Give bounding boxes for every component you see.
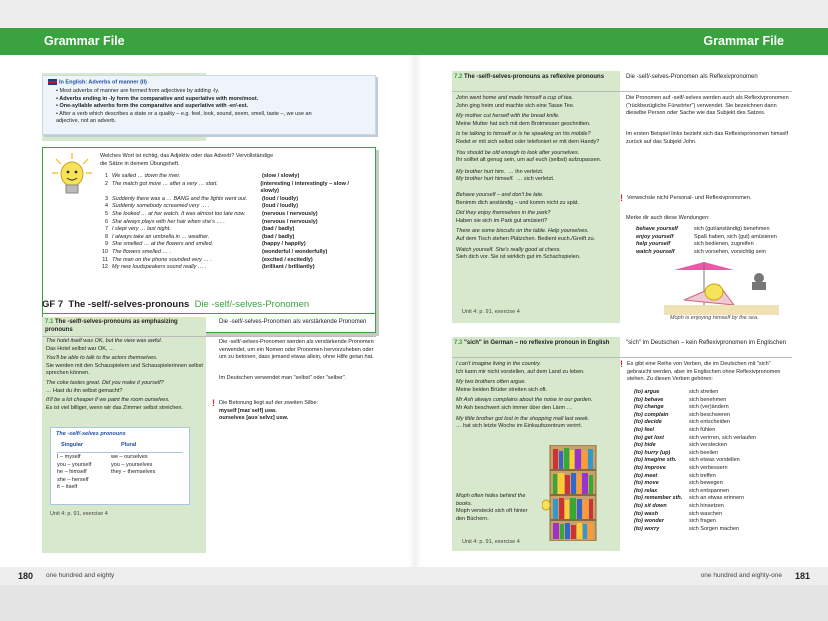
s73-ex1-en: I can't imagine living in the country. xyxy=(456,361,542,367)
s72-verbs-intro: Merke dir auch diese Wendungen: xyxy=(626,215,710,221)
s71-expl: Die -self/-selves-Pronomen werden als verstärkende Pronomen verwendet, um ein Nomen oder Pronomen hervorzuheben oder um zu betonen, dass jemand etwas allein, ohne Hilfe getan hat. xyxy=(219,339,374,361)
verb-de: sich (ver)ändern xyxy=(689,404,729,411)
verb-de: sich verirren, sich verlaufen xyxy=(689,434,756,441)
verb-de: sich fragen xyxy=(689,518,716,525)
exercise-options: (bad / badly) xyxy=(262,226,295,233)
s73-expl: Es gibt eine Reihe von Verben, die im Deutschen mit "sich" gebraucht werden, aber im Englischen ohne Reflexivpronomen stehen. Zu diesen Verben gehören: xyxy=(627,361,781,383)
s71-ex1-en: The hotel itself was OK, but the view was awful. xyxy=(46,338,163,344)
s73-title: 7.3 "sich" in German – no reflexive pronoun in English xyxy=(454,340,610,346)
verb-de: sich verbessern xyxy=(689,464,728,471)
s71-expl2: Im Deutschen verwendet man "selbst" oder "selber". xyxy=(219,375,347,381)
s71-stress: Die Betonung liegt auf der zweiten Silbe: myself [maɪˈself] usw. ourselves [aʊəˈselvz] usw. xyxy=(219,400,319,422)
exercise-num: 7 xyxy=(104,226,108,233)
exercise-options: (nervous / nervously) xyxy=(262,218,318,225)
table-title: The -self/-selves pronouns xyxy=(56,431,126,437)
lightbulb-icon xyxy=(50,151,94,197)
verb-de: sich beschweren xyxy=(689,411,730,418)
verb-row xyxy=(636,234,796,242)
s72-ex7-de: Auf dem Tisch stehen Plätzchen. Bedient euch./Greift zu. xyxy=(456,235,596,242)
s72-ex8-en: Watch yourself. She's really good at chess. xyxy=(456,246,561,253)
s72-ex3-de: Redet er mit sich selbst oder telefoniert er mit dem Handy? xyxy=(456,138,600,145)
s72-rule xyxy=(452,91,792,92)
gf7-rule xyxy=(42,313,376,314)
s72-unit: Unit 4: p. 91, exercise 4 xyxy=(462,309,520,315)
s73-ex2-en: My two brothers often argue. xyxy=(456,379,527,386)
page-number-left: 180 xyxy=(18,571,34,581)
verb-en: help yourself xyxy=(636,241,671,248)
s72-ex7-en: There are some biscuits on the table. Help yourselves. xyxy=(456,228,589,235)
exercise-options: (nervous / nervously) xyxy=(262,210,318,217)
s72-ex4-de: Ihr solltet alt genug sein, um auf euch (selbst) aufzupassen. xyxy=(456,157,602,164)
verb-en: (to) worry xyxy=(634,525,660,532)
verb-en: (to) argue xyxy=(634,389,660,395)
s71-ex3-en: The coke tastes great. Did you make it yourself? xyxy=(46,379,164,386)
verb-en: (to) meet xyxy=(634,472,658,479)
verb-en: (to) remember sth. xyxy=(634,495,683,502)
exercise-item xyxy=(98,257,368,265)
verb-row xyxy=(634,511,799,519)
exercise-num: 2 xyxy=(104,180,108,187)
s71-examples xyxy=(46,338,204,412)
manner-title: In English: Adverbs of manner (II) xyxy=(59,79,147,86)
verb-de: Spaß haben, sich (gut) amüsieren xyxy=(694,233,777,240)
table-pl-head: Plural xyxy=(121,442,137,448)
manner-line-2: • Adverbs ending in -ly form the comparative and superlative with more/most. xyxy=(56,95,259,102)
exercise-num: 6 xyxy=(104,218,108,225)
verb-row xyxy=(636,249,796,257)
manner-line-1: • Most adverbs of manner are formed from adjectives by adding -ly. xyxy=(56,88,220,95)
verb-en: (to) get lost xyxy=(634,434,664,441)
exercise-sentence: The man on the phone sounded very … . xyxy=(112,256,212,263)
s73-ex1-de: Ich kann mir nicht vorstellen, auf dem Land zu leben. xyxy=(456,368,585,375)
gf7-title: The -self/-selves-pronouns xyxy=(68,299,190,310)
verb-row xyxy=(634,419,799,427)
verb-de: sich hinsetzen xyxy=(689,502,724,509)
s72-ex5-en: Behave yourself – and don't be late. xyxy=(456,191,544,198)
verb-de: sich streiten xyxy=(689,389,719,395)
verb-en: (to) imagine sth. xyxy=(634,457,677,464)
s71-rule xyxy=(42,336,376,337)
manner-box-inner xyxy=(42,75,376,135)
s72-ex4-en: You should be old enough to look after yourselves. xyxy=(456,149,580,156)
s72-ex6-de: Haben sie sich im Park gut amüsiert? xyxy=(456,217,548,224)
exercise-item xyxy=(98,196,368,204)
verb-row xyxy=(634,473,799,481)
s73-unit: Unit 4: p. 91, exercise 4 xyxy=(462,539,520,545)
s73-ex2-de: Meine beiden Brüder streiten sich oft. xyxy=(456,386,548,393)
verb-en: behave yourself xyxy=(636,226,678,232)
exercise-item xyxy=(98,211,368,219)
warning-icon-2: ! xyxy=(620,193,623,203)
verb-en: (to) decide xyxy=(634,419,662,426)
exercise-intro: Welches Wort ist richtig, das Adjektiv oder das Adverb? Vervollständige die Sätze in deinem Übungsheft. xyxy=(100,153,274,167)
s72-ex6-en: Did they enjoy themselves in the park? xyxy=(456,210,551,217)
s71-ex1-de: Das Hotel selbst war OK, … xyxy=(46,345,115,352)
exercise-item xyxy=(98,241,368,249)
exercise-item xyxy=(98,219,368,227)
s71-unit: Unit 4: p. 91, exercise 4 xyxy=(50,511,108,517)
verb-de: sich vorsehen, vorsichtig sein xyxy=(694,248,766,255)
hurt-1: My brother hurt him. xyxy=(456,168,506,175)
footer-right-text: one hundred and eighty-one xyxy=(700,572,782,579)
verb-en: (to) wash xyxy=(634,510,659,517)
verb-en: (to) change xyxy=(634,404,664,411)
exercise-sentence: She always plays with her hair when she's … . xyxy=(112,218,225,225)
exercise-options: (excited / excitedly) xyxy=(262,256,313,263)
exercise-num: 10 xyxy=(101,248,108,255)
verb-row xyxy=(634,503,799,511)
verb-row xyxy=(634,404,799,412)
exercise-num: 9 xyxy=(104,241,108,248)
verb-row xyxy=(634,435,799,443)
exercise-item xyxy=(98,226,368,234)
hurt-2: My brother hurt himself. xyxy=(456,176,514,183)
s71-title-de: Die -self/-selves-Pronomen als verstärkende Pronomen xyxy=(219,319,367,325)
exercise-options: (loud / loudly) xyxy=(262,203,299,210)
verb-row xyxy=(634,412,799,420)
exercise-sentence: My new loudspeakers sound really … . xyxy=(112,264,207,271)
verb-en: (to) behave xyxy=(634,396,664,403)
s72-expl: Die Pronomen auf -self/-selves werden auch als Reflexivpronomen ("rückbezügliche Fürwörter") verwendet. Sie bezeichnen dann dieselbe Person oder Sache wie das Subjekt des Satzes. xyxy=(626,95,789,117)
verb-de: sich benehmen xyxy=(689,396,727,403)
s71-ex4-en: It'll be a lot cheaper if we paint the room ourselves. xyxy=(46,397,170,404)
verb-de: sich (gut/anständig) benehmen xyxy=(694,226,770,232)
exercise-options: (bad / badly) xyxy=(262,233,295,240)
exercise-sentence: Suddenly somebody screamed very … . xyxy=(112,203,210,210)
s72-ex3-en: Is he talking to himself or is he speaking on his mobile? xyxy=(456,131,591,138)
exercise-options: (slow / slowly) xyxy=(262,173,300,179)
verb-de: sich an etwas erinnern xyxy=(689,495,745,502)
verb-row xyxy=(634,457,799,465)
verb-row xyxy=(634,450,799,458)
s73-title-de: "sich" im Deutschen – kein Reflexivpronomen im Englischen xyxy=(626,340,786,346)
s72-ex2-en: My mother cut herself with the bread knife. xyxy=(456,113,560,120)
verb-de: sich treffen xyxy=(689,472,716,479)
book-gutter xyxy=(408,55,422,567)
verb-en: watch yourself xyxy=(636,248,675,255)
s73-rule xyxy=(452,357,792,358)
gf7-heading xyxy=(42,299,309,310)
verb-row xyxy=(634,488,799,496)
s73-moph-example: Moph often hides behind the books. Moph versteckt sich oft hinter den Büchern. xyxy=(456,493,528,522)
verb-de: sich waschen xyxy=(689,510,723,517)
manner-line-3: • One-syllable adverbs form the comparative and superlative with -er/-est. xyxy=(56,103,249,110)
top-margin xyxy=(0,0,828,28)
s73-examples xyxy=(456,361,618,431)
s72-ex5-de: Benimm dich anständig – und komm nicht zu spät. xyxy=(456,199,579,206)
exercise-num: 12 xyxy=(101,264,108,271)
verb-en: (to) relax xyxy=(634,487,658,494)
verb-de: sich verstecken xyxy=(689,442,727,449)
s73-ex4-de: … hat sich letzte Woche im Einkaufszentrum verirrt. xyxy=(456,423,583,430)
s72-expl2: Im ersten Beispiel links bezieht sich das Reflexivpronomen himself zurück auf das Subjekt John. xyxy=(626,131,789,145)
verb-row xyxy=(634,518,799,526)
right-page xyxy=(414,55,828,567)
s73-ex3-en: Mr Ash always complains about the noise in our garden. xyxy=(456,397,593,404)
exercise-num: 1 xyxy=(104,173,108,179)
exercise-item xyxy=(98,181,368,196)
table-sg-rows: I – myself you – yourself he – himself she – herself it – itself xyxy=(57,454,92,491)
exercise-num: 8 xyxy=(104,233,108,240)
exercise-sentence: She looked … at her watch. It was almost too late now. xyxy=(112,210,246,217)
footer-left-text: one hundred and eighty xyxy=(46,572,115,579)
s72-title-de: Die -self/-selves-Pronomen als Reflexivpronomen xyxy=(626,74,758,80)
verb-en: (to) sit down xyxy=(634,502,667,509)
verb-en: (to) feel xyxy=(634,426,654,433)
table-pl-rows: we – ourselves you – yourselves they – themselves xyxy=(111,454,156,476)
self-pronoun-table xyxy=(50,427,190,505)
footer-left xyxy=(0,567,414,585)
verb-row xyxy=(636,226,796,234)
verb-de: sich entscheiden xyxy=(689,419,730,426)
left-page xyxy=(0,55,414,567)
verb-en: (to) complain xyxy=(634,411,669,418)
exercise-list xyxy=(98,173,368,272)
verb-de: sich bewegen xyxy=(689,480,723,487)
exercise-options: (brilliant / brilliantly) xyxy=(262,264,315,271)
s73-verbs xyxy=(634,389,799,533)
verb-row xyxy=(634,442,799,450)
verb-row xyxy=(634,480,799,488)
header-right: Grammar File xyxy=(414,28,828,55)
verb-row xyxy=(634,389,799,397)
warning-icon: ! xyxy=(212,398,215,408)
s72-ex1-en: John went home and made himself a cup of tea. xyxy=(456,95,574,101)
s71-ex2-de: Sie werden mit den Schauspielern und Schauspielerinnen selbst sprechen können. xyxy=(46,362,203,377)
exercise-options: (wonderful / wonderfully) xyxy=(262,248,328,255)
verb-row xyxy=(634,495,799,503)
s72-verbs xyxy=(636,226,796,256)
verb-de: sich bedienen, zugreifen xyxy=(694,241,754,248)
verb-row xyxy=(634,427,799,435)
s72-warn: Verwechsle nicht Personal- und Reflexivpronomen. xyxy=(627,195,752,201)
bookshelf-illustration xyxy=(542,445,604,541)
hurt-1-de: … ihn verletzt. xyxy=(508,168,544,175)
verb-en: (to) hide xyxy=(634,442,656,449)
verb-de: sich entspannen xyxy=(689,487,730,494)
page-number-right: 181 xyxy=(794,571,810,581)
exercise-options: (happy / happily) xyxy=(262,241,306,248)
s73-ex4-en: My little brother got lost in the shopping mall last week. xyxy=(456,415,590,422)
warning-icon-3: ! xyxy=(620,359,623,369)
verb-en: (to) hurry (up) xyxy=(634,449,671,456)
verb-row xyxy=(634,397,799,405)
exercise-sentence: She smelled … at the flowers and smiled. xyxy=(112,241,214,248)
exercise-num: 11 xyxy=(102,256,108,263)
s72-ex2-de: Meine Mutter hat sich mit dem Brotmesser geschnitten. xyxy=(456,120,591,127)
s72-caption: Moph is enjoying himself by the sea. xyxy=(670,315,759,321)
verb-row xyxy=(634,465,799,473)
moph-beach-illustration xyxy=(664,260,779,315)
s71-ex4-de: Es ist viel billiger, wenn wir das Zimmer selbst streichen. xyxy=(46,404,183,411)
s73-ex3-de: Mr Ash beschwert sich immer über den Lärm … xyxy=(456,404,573,411)
exercise-num: 5 xyxy=(104,210,108,217)
header-left: Grammar File xyxy=(0,28,414,55)
s72-title: 7.2 The -self/-selves-pronouns as reflexive pronouns xyxy=(454,74,605,80)
table-sg-head: Singular xyxy=(61,442,84,448)
exercise-item xyxy=(98,234,368,242)
exercise-sentence: I always take an umbrella in … weather. xyxy=(112,233,210,240)
exercise-options: (loud / loudly) xyxy=(262,195,299,202)
gf7-code: GF 7 xyxy=(42,299,64,310)
verb-de: sich etwas vorstellen xyxy=(689,457,740,464)
exercise-sentence: The flowers smelled … . xyxy=(112,248,171,255)
bottom-margin xyxy=(0,585,828,621)
footer-right xyxy=(414,567,828,585)
verb-row xyxy=(636,241,796,249)
exercise-sentence: Suddenly there was a … BANG and the lights went out. xyxy=(112,195,248,202)
verb-de: sich fühlen xyxy=(689,426,716,433)
verb-en: (to) wonder xyxy=(634,518,664,525)
verb-row xyxy=(634,526,799,534)
s72-examples xyxy=(456,95,618,262)
s71-ex2-en: You'll be able to talk to the actors themselves. xyxy=(46,355,158,362)
s72-ex1-de: John ging heim und machte sich eine Tasse Tee. xyxy=(456,102,575,109)
verb-de: sich beeilen xyxy=(689,449,719,456)
exercise-options: (interesting / interestingly – slow / slowly) xyxy=(260,180,349,195)
verb-en: enjoy yourself xyxy=(636,233,674,240)
verb-de: sich Sorgen machen xyxy=(689,525,740,532)
verb-en: (to) move xyxy=(634,480,659,487)
exercise-num: 4 xyxy=(104,203,108,210)
manner-line-4: • After a verb which describes a state or a quality – e.g. feel, look, sound, seem, smell, taste –, we use an adjective, not an adverb. xyxy=(56,110,312,125)
s72-ex8-de: Sieh dich vor. Sie ist wirklich gut im Schachspielen. xyxy=(456,254,581,261)
exercise-num: 3 xyxy=(104,195,108,202)
hurt-2-de: … sich verletzt. xyxy=(516,176,555,183)
verb-en: (to) improve xyxy=(634,464,666,471)
s71-ex3-de: … Hast du ihn selbst gemacht? xyxy=(46,387,123,394)
exercise-item xyxy=(98,173,368,181)
exercise-sentence: The match got more … after a very … start. xyxy=(111,180,218,187)
gf7-title-de: Die -self/-selves-Pronomen xyxy=(194,299,310,310)
exercise-item xyxy=(98,203,368,211)
uk-flag-icon xyxy=(48,79,57,85)
exercise-sentence: I slept very … last night. xyxy=(112,226,171,233)
exercise-item xyxy=(98,264,368,272)
exercise-item xyxy=(98,249,368,257)
exercise-sentence: We sailed … down the river. xyxy=(112,173,181,179)
s71-title: 7.1 The -self/-selves-pronouns as emphasizing pronouns xyxy=(45,319,178,334)
